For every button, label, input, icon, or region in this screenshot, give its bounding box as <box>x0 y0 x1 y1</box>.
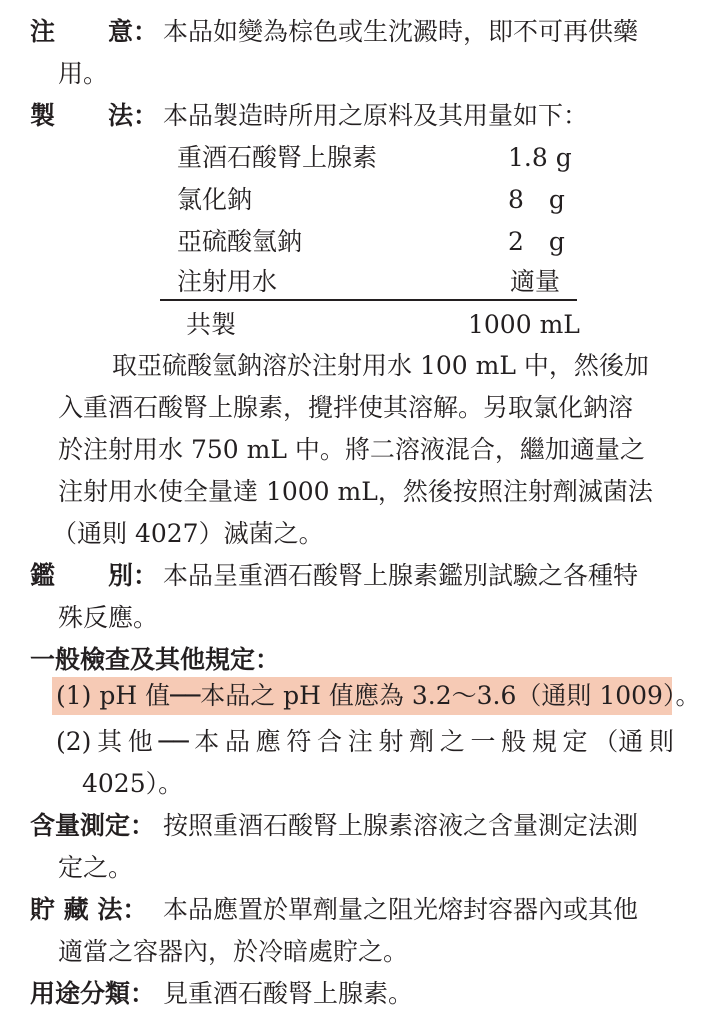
preparation-paragraph-line: 取亞硫酸氫鈉溶於注射用水 100 mL 中，然後加 <box>112 351 649 380</box>
identification-label-a: 鑑 <box>30 561 56 590</box>
ingredient-amount: 適量 <box>510 267 561 296</box>
storage-text-line2: 適當之容器內，於冷暗處貯之。 <box>58 937 409 966</box>
assay-label: 含量測定： <box>30 811 156 840</box>
identification-text-line2: 殊反應。 <box>58 603 159 632</box>
ingredient-name: 亞硫酸氫鈉 <box>177 227 303 256</box>
item-2-char: 其 <box>97 727 123 756</box>
preparation-paragraph-line: 於注射用水 750 mL 中。將二溶液混合，繼加適量之 <box>58 435 645 464</box>
usage-label: 用途分類： <box>30 979 156 1008</box>
total-amount: 1000 mL <box>468 310 580 339</box>
item-2-char: 一 <box>470 727 496 756</box>
item-2-char: 應 <box>255 727 281 756</box>
storage-label: 貯 藏 法： <box>30 895 148 924</box>
preparation-label-b: 法： <box>108 101 159 130</box>
item-2-char: (2) <box>56 727 92 756</box>
item-2-char: 定 <box>562 727 588 756</box>
general-tests-heading: 一般檢查及其他規定： <box>30 645 281 674</box>
item-2-char: 品 <box>224 727 250 756</box>
item-2-char: 規 <box>531 727 557 756</box>
general-test-item-2 <box>56 726 674 758</box>
notice-label-b: 意： <box>108 17 159 46</box>
general-test-item-2-line2: 4025）。 <box>82 769 184 798</box>
identification-label-b: 別： <box>108 561 159 590</box>
notice-text-line1: 本品如變為棕色或生沈澱時，即不可再供藥 <box>163 17 639 46</box>
identification-text-line1: 本品呈重酒石酸腎上腺素鑑別試驗之各種特 <box>163 561 639 590</box>
ingredient-amount: 1.8 g <box>508 143 572 172</box>
item-2-char: 符 <box>286 727 312 756</box>
ingredient-name: 注射用水 <box>177 267 278 296</box>
assay-text-line1: 按照重酒石酸腎上腺素溶液之含量測定法測 <box>163 811 639 840</box>
usage-text-line1: 見重酒石酸腎上腺素。 <box>163 979 414 1008</box>
ingredient-name: 氯化鈉 <box>177 185 253 214</box>
item-2-char: ── <box>158 727 189 756</box>
preparation-paragraph-line: 注射用水使全量達 1000 mL，然後按照注射劑滅菌法 <box>58 477 653 506</box>
assay-text-line2: 定之。 <box>58 853 134 882</box>
item-2-char: 般 <box>501 727 527 756</box>
preparation-intro: 本品製造時所用之原料及其用量如下： <box>163 101 589 130</box>
notice-text-line2: 用。 <box>58 59 109 88</box>
item-2-char: 之 <box>439 727 465 756</box>
item-2-char: 注 <box>347 727 373 756</box>
item-2-char: 則 <box>648 727 674 756</box>
preparation-label-a: 製 <box>30 101 56 130</box>
preparation-paragraph-line: （通則 4027）滅菌之。 <box>52 519 324 548</box>
item-2-char: 射 <box>378 727 404 756</box>
general-test-item-1: (1) pH 值──本品之 pH 值應為 3.2～3.6（通則 1009）。 <box>56 681 701 710</box>
item-2-char: 本 <box>194 727 220 756</box>
total-name: 共製 <box>186 310 237 339</box>
ingredient-name: 重酒石酸腎上腺素 <box>177 143 378 172</box>
item-2-char: （通 <box>593 727 644 756</box>
item-2-char: 他 <box>127 727 153 756</box>
notice-label-a: 注 <box>30 17 56 46</box>
item-2-char: 劑 <box>409 727 435 756</box>
table-rule <box>160 299 577 301</box>
storage-text-line1: 本品應置於單劑量之阻光熔封容器內或其他 <box>163 895 639 924</box>
item-2-char: 合 <box>317 727 343 756</box>
ingredient-amount: 2 g <box>508 227 565 256</box>
preparation-paragraph-line: 入重酒石酸腎上腺素，攪拌使其溶解。另取氯化鈉溶 <box>58 393 634 422</box>
ingredient-amount: 8 g <box>508 185 565 214</box>
